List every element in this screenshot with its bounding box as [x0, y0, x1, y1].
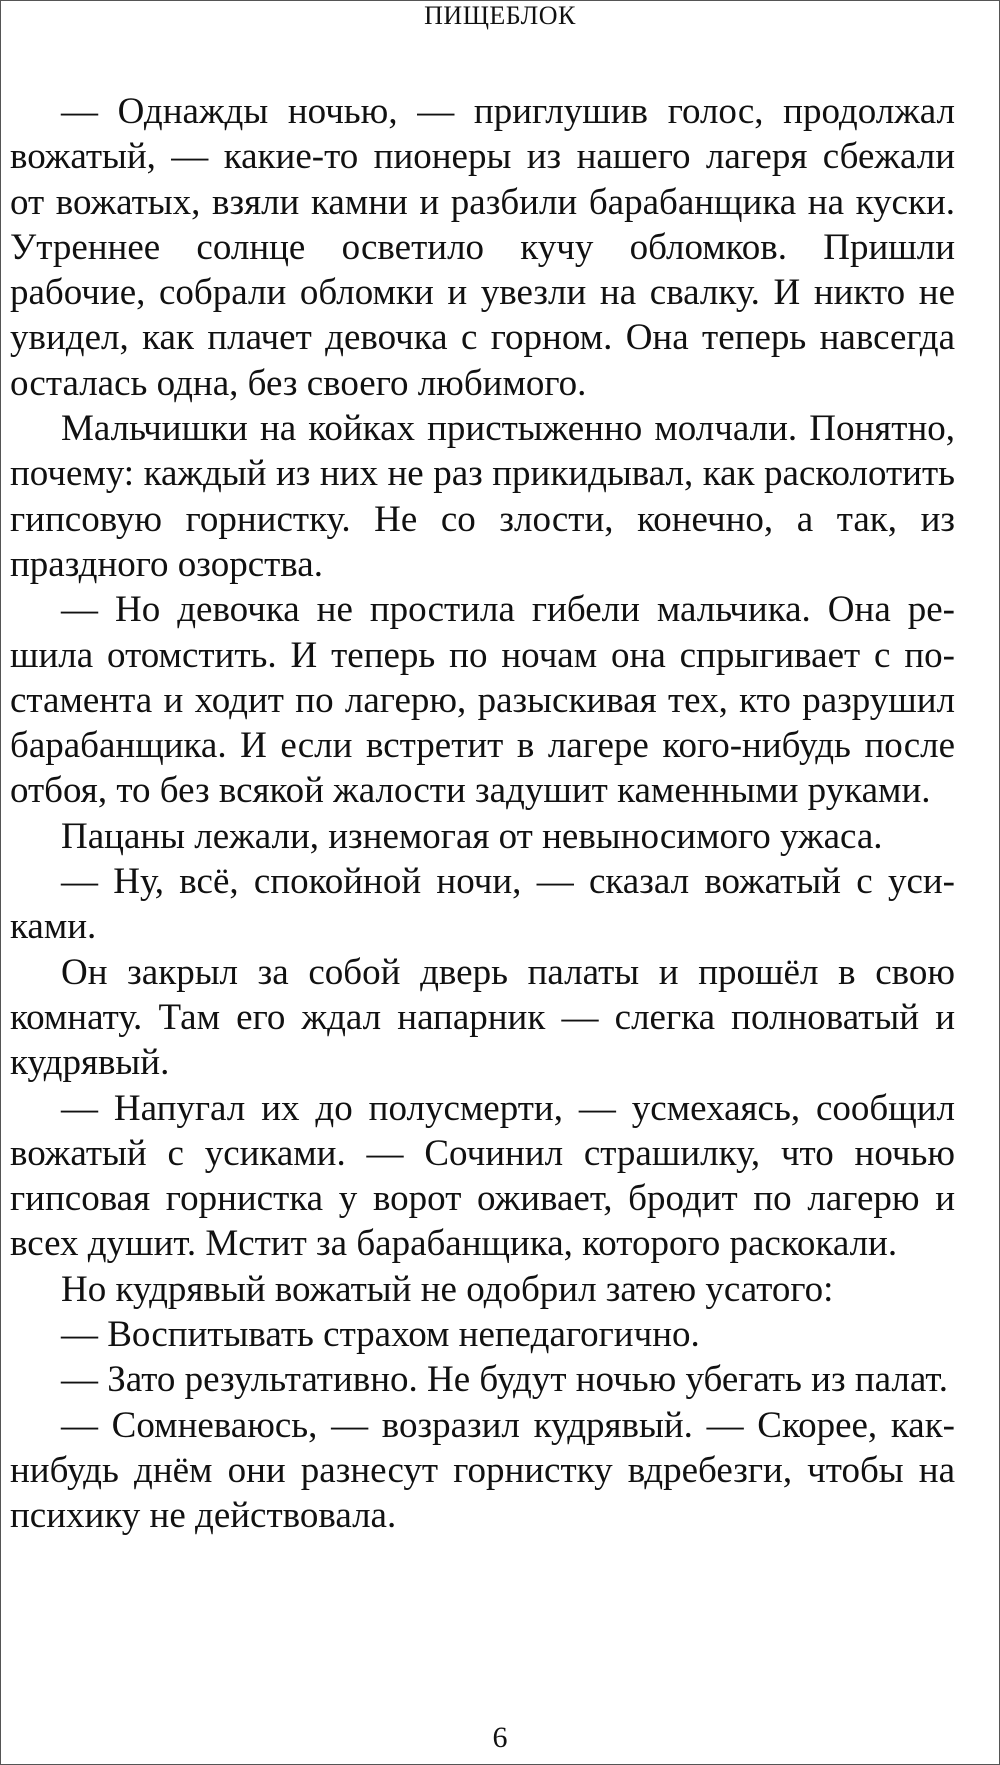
paragraph: — Зато результативно. Не будут ночью убегать из палат. [61, 1359, 948, 1401]
body-text [10, 89, 955, 1539]
running-head: ПИЩЕБЛОК [424, 1, 576, 30]
paragraph: Мальчишки на койках пристыженно молчали. Понятно, почему: каждый из них не раз прикидывал, как расколотить гипсовую горнистку. Не со злости, конечно, а так, из праздного озорства. [10, 408, 955, 585]
paragraph: Пацаны лежали, изнемогая от невыносимого ужаса. [61, 815, 883, 857]
paragraph: — Ну, всё, спокойной ночи, — сказал вожатый с усиками. [10, 861, 955, 948]
paragraph: — Но девочка не простила гибели мальчика. Она решила отомстить. И теперь по ночам она спрыгивает с постамента и ходит по лагерю, разыскивая тех, кто разрушил барабанщика. И если встретит в лагере кого-нибудь после отбоя, то без всякой жалости задушит каменными руками. [10, 589, 955, 812]
paragraph: — Напугал их до полусмерти, — усмехаясь, сообщил вожатый с усиками. — Сочинил страшилку, что ночью гипсовая горнистка у ворот оживает, бродит по лагерю и всех душит. Мстит за барабанщика, которого раскокали. [10, 1087, 955, 1265]
paragraph: — Воспитывать страхом непедагогично. [61, 1314, 700, 1356]
paragraph: Он закрыл за собой дверь палаты и прошёл в свою комнату. Там его ждал напарник — слегка полноватый и кудрявый. [10, 951, 955, 1084]
paragraph: — Однажды ночью, — приглушив голос, продолжал вожатый, — какие-то пионеры из нашего лагеря сбежали от вожатых, взяли камни и разбили барабанщика на куски. Утреннее солнце осветило кучу обломков. Пришли рабочие, собрали обломки и увезли на свалку. И никто не увидел, как плачет девочка с горном. Она теперь навсегда осталась одна, без своего любимого. [10, 91, 955, 404]
paragraph: Но кудрявый вожатый не одобрил затею усатого: [61, 1268, 834, 1310]
paragraph: — Сомневаюсь, — возразил кудрявый. — Скорее, как-нибудь днём они разнесут горнистку вдребезги, чтобы на психику не действовала. [10, 1404, 955, 1537]
page-number: 6 [492, 1721, 508, 1754]
